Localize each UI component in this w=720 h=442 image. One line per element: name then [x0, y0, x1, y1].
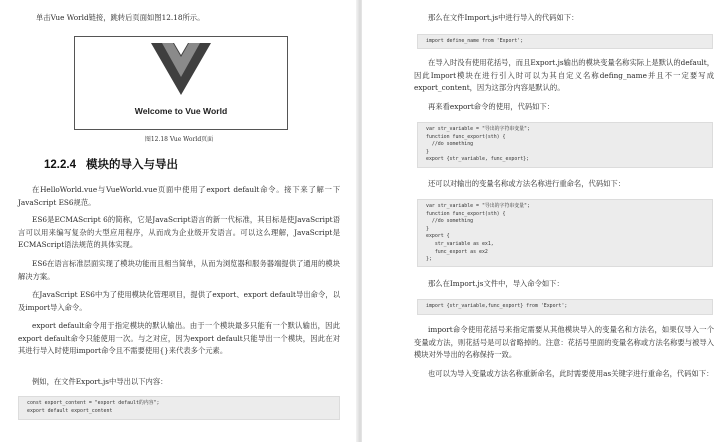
- paragraph: 在导入时没有使用花括号，而且Export.js输出的模块变量名称实际上是默认的default，因此Import模块在进行引入时可以为其自定义名称defing_name并且不一定要写成export_content，因为这部分内容是默认的。: [414, 58, 714, 92]
- code-line: export default export_content: [27, 407, 113, 414]
- paragraph: 再来看export命令的使用，代码如下：: [428, 102, 555, 111]
- code-line: var str_variable = "导出的字符串变量";: [426, 126, 530, 132]
- vue-logo-icon: [75, 37, 287, 105]
- paragraph: 在JavaScript ES6中为了使用模块化管理项目，提供了export、export default导出命令，以及import导入命令。: [18, 290, 340, 312]
- intro-text: 单击Vue World链接，跳转后页面如图12.18所示。: [36, 13, 205, 22]
- code-block: [417, 199, 713, 267]
- paragraph: 也可以为导入变量或方法名称重新命名，此时需要使用as关键字进行重命名，代码如下：: [428, 369, 714, 378]
- code-line: }: [426, 148, 429, 155]
- code-line: export {: [426, 233, 450, 240]
- right-page: [362, 0, 720, 442]
- code-line: //do something: [426, 218, 474, 225]
- code-line: export {str_variable, func_export};: [426, 156, 530, 163]
- code-line: function func_export(sth) {: [426, 133, 506, 140]
- code-line: import define_name from 'Export';: [426, 38, 524, 44]
- paragraph: ES6是ECMAScript 6的简称，它是JavaScript语言的新一代标准，其目标是使JavaScript语言可以用来编写复杂的大型应用程序，从而成为企业级开发语言。可以这么理解，JavaScript是ECMAScript语法规范的具体实现。: [18, 215, 340, 249]
- section-number: 12.2.4: [44, 159, 76, 171]
- code-block: [417, 34, 713, 49]
- code-line: //do something: [426, 141, 474, 148]
- code-line: };: [426, 256, 432, 263]
- paragraph: 那么在Import.js文件中，导入命令如下：: [428, 279, 564, 288]
- code-line: }: [426, 225, 429, 232]
- code-block: [18, 396, 340, 420]
- code-line: str_variable as ex1,: [426, 240, 494, 247]
- section-heading: [44, 156, 178, 172]
- paragraph: 那么在文件Import.js中进行导入的代码如下：: [428, 13, 579, 22]
- paragraph: ES6在语言标准层面实现了模块功能而且相当简单，从而为浏览器和服务器端提供了通用的模块解决方案。: [18, 259, 340, 281]
- paragraph: 还可以对输出的变量名称或方法名称进行重命名，代码如下：: [428, 179, 626, 188]
- code-block: [417, 299, 713, 315]
- figure-title: Welcome to Vue World: [134, 106, 228, 116]
- code-line: func_export as ex2: [426, 248, 488, 255]
- paragraph: 在HelloWorld.vue与VueWorld.vue页面中使用了export default命令。接下来了解一下JavaScript ES6规范。: [18, 185, 340, 207]
- code-line: const export_content = "export default的内容";: [27, 400, 160, 406]
- code-line: function func_export(sth) {: [426, 210, 506, 217]
- code-line: import {str_variable,func_export} from 'Export';: [426, 303, 568, 309]
- paragraph: 例如，在文件Export.js中导出以下内容：: [32, 377, 168, 386]
- code-block: [417, 122, 713, 168]
- left-page: [0, 0, 358, 442]
- section-title: 模块的导入与导出: [85, 159, 178, 171]
- code-line: var str_variable = "导出的字符串变量";: [426, 203, 530, 209]
- figure-vue-world: [74, 36, 288, 130]
- paragraph: export default命令用于指定模块的默认输出。由于一个模块最多只能有一个默认输出，因此export default命令只能使用一次。与之对应，因为export default只能导出一个模块，因此在对其进行导入时使用import命令且不需要使用{}来代表多个元素。: [18, 321, 340, 355]
- paragraph: import命令使用花括号来指定需要从其他模块导入的变量名和方法名，如果仅导入一个变量或方法，则花括号是可以省略掉的。注意：花括号里面的变量名称或方法名称要与被导入模块对外导出的名称保持一致。: [414, 325, 714, 359]
- figure-caption: 图12.18 Vue World页面: [144, 136, 214, 143]
